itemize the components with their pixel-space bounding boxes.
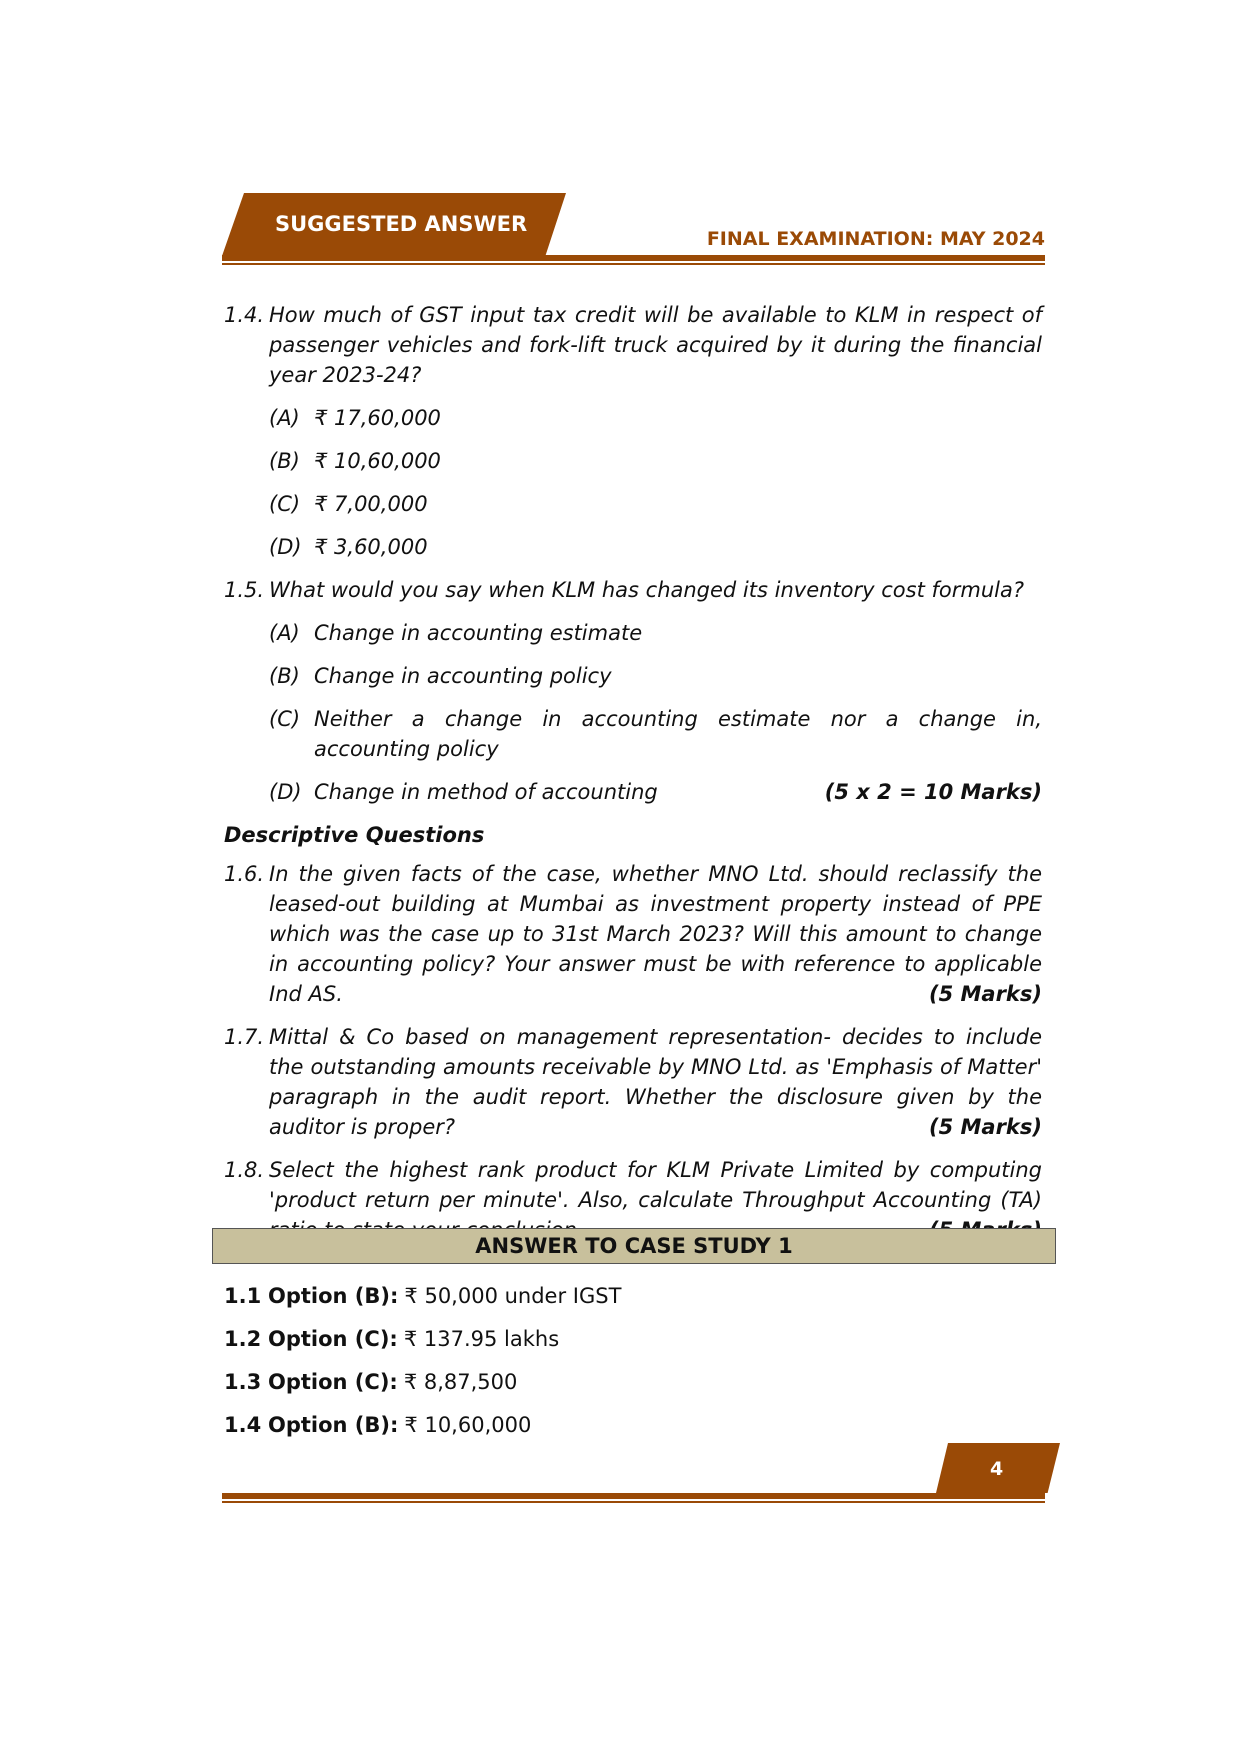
option [269, 403, 1042, 433]
question-text: How much of GST input tax credit will be available to KLM in respect of passenger vehicles and fork-lift truck acquired by it during the financial year 2023-24? [269, 303, 1042, 387]
page-number: 4 [990, 1458, 1004, 1480]
option-text: ₹ 7,00,000 [314, 492, 428, 516]
answer-banner: ANSWER TO CASE STUDY 1 [212, 1228, 1056, 1264]
answer-row [224, 1274, 621, 1317]
answer-option: Option (C): [268, 1369, 398, 1394]
question-1-5 [224, 575, 1042, 605]
question-1-4 [224, 300, 1042, 390]
answer-row [224, 1317, 621, 1360]
answer-text: ₹ 8,87,500 [403, 1369, 518, 1394]
option-text: Change in method of accounting [314, 780, 658, 804]
header-rule-thin [222, 263, 1045, 265]
option-label: (A) [269, 406, 300, 430]
question-number: 1.8. [224, 1158, 265, 1182]
footer-rule [222, 1493, 1045, 1499]
marks: (5 Marks) [928, 1115, 1042, 1139]
header-tab-label: SUGGESTED ANSWER [275, 212, 528, 236]
option-text: Neither a change in accounting estimate nor a change in, accounting policy [314, 707, 1042, 761]
option [269, 532, 1042, 562]
answer-row [224, 1360, 621, 1403]
option-label: (B) [269, 664, 300, 688]
header-rule [222, 255, 1045, 261]
question-text: In the given facts of the case, whether MNO Ltd. should reclassify the leased-out building at Mumbai as investment property instead of PPE which was the case up to 31st March 2023? Will this amount to change in accounting policy? Your answer must be with reference to applicable Ind AS. [269, 862, 1042, 1006]
option-text: ₹ 10,60,000 [314, 449, 441, 473]
question-number: 1.7. [224, 1025, 265, 1049]
question-content [224, 300, 1042, 1258]
question-text: Mittal & Co based on management representation- decides to include the outstanding amounts receivable by MNO Ltd. as 'Emphasis of Matter' paragraph in the audit report. Whether the disclosure given by the auditor is proper? [269, 1025, 1042, 1139]
option-label: (B) [269, 449, 300, 473]
section-heading: Descriptive Questions [224, 823, 485, 847]
answer-text: ₹ 10,60,000 [404, 1412, 532, 1437]
option-label: (D) [269, 535, 302, 559]
option [269, 618, 1042, 648]
answer-number: 1.2 [224, 1326, 262, 1351]
answer-row [224, 1403, 621, 1446]
question-body [269, 1022, 1042, 1142]
answer-option: Option (B): [268, 1412, 399, 1437]
option-label: (D) [269, 780, 302, 804]
option-text: ₹ 3,60,000 [314, 535, 428, 559]
option-text-with-marks [314, 777, 1042, 807]
question-body [269, 859, 1042, 1009]
option-text: Change in accounting estimate [314, 621, 643, 645]
exam-title: FINAL EXAMINATION: MAY 2024 [706, 228, 1045, 250]
option-label: (C) [269, 492, 301, 516]
footer-rule-thin [222, 1501, 1045, 1503]
question-number: 1.4. [224, 303, 265, 327]
option [269, 661, 1042, 691]
answers-list [224, 1274, 621, 1446]
question-1-7 [224, 1022, 1042, 1142]
option-text: ₹ 17,60,000 [314, 406, 441, 430]
question-text: Select the highest rank product for KLM Private Limited by computing 'product return per minute'. Also, calculate Throughput Accounting (TA) [269, 1158, 1042, 1212]
option [269, 489, 1042, 519]
answer-number: 1.4 [224, 1412, 262, 1437]
answer-option: Option (C): [268, 1326, 398, 1351]
question-1-6 [224, 859, 1042, 1009]
option [269, 704, 1042, 764]
answer-text: ₹ 50,000 under IGST [404, 1283, 622, 1308]
answer-option: Option (B): [268, 1283, 399, 1308]
option-text: Change in accounting policy [314, 664, 612, 688]
answer-number: 1.1 [224, 1283, 262, 1308]
answer-number: 1.3 [224, 1369, 262, 1394]
question-number: 1.6. [224, 862, 265, 886]
marks: (5 Marks) [928, 982, 1042, 1006]
marks: (5 x 2 = 10 Marks) [824, 780, 1042, 804]
option [269, 777, 1042, 807]
answer-text: ₹ 137.95 lakhs [403, 1326, 560, 1351]
option [269, 446, 1042, 476]
option-label: (A) [269, 621, 300, 645]
option-label: (C) [269, 707, 301, 731]
question-number: 1.5. [224, 578, 265, 602]
question-text: What would you say when KLM has changed its inventory cost formula? [269, 578, 1024, 602]
